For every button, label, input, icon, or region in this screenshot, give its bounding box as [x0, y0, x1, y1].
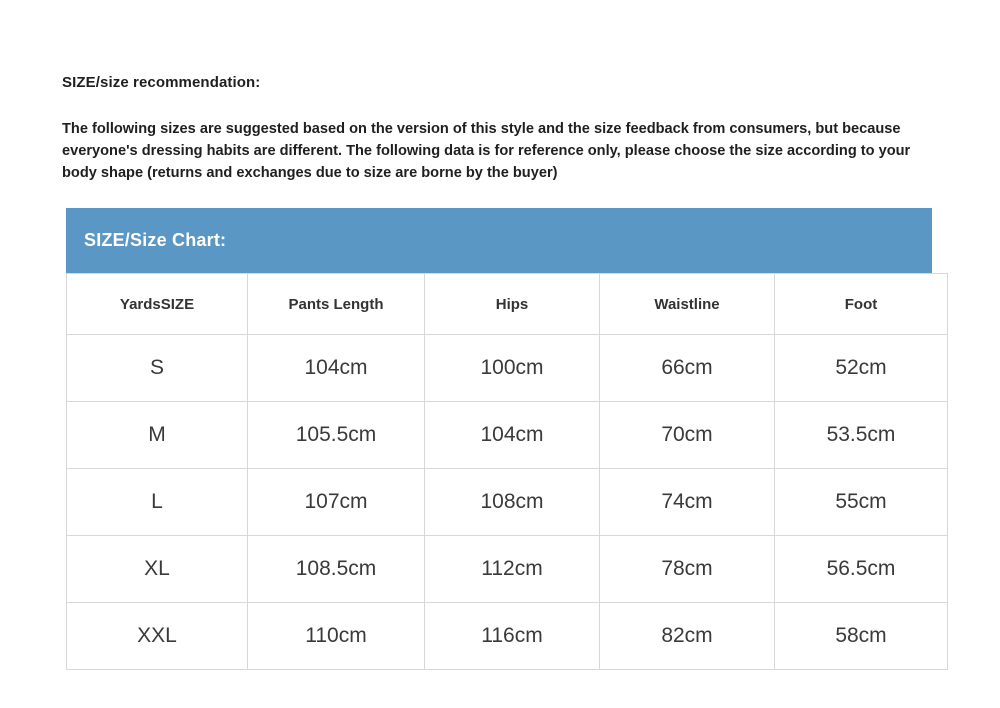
cell-size: XXL [67, 603, 248, 670]
cell-pants-length: 107cm [248, 469, 425, 536]
cell-waistline: 70cm [600, 402, 775, 469]
cell-pants-length: 110cm [248, 603, 425, 670]
cell-foot: 56.5cm [775, 536, 948, 603]
cell-size: S [67, 335, 248, 402]
cell-size: M [67, 402, 248, 469]
column-header-waistline: Waistline [600, 274, 775, 335]
cell-foot: 53.5cm [775, 402, 948, 469]
intro-paragraph: The following sizes are suggested based on the version of this style and the size feedback from consumers, but because everyone's dressing habits are different. The following data is for reference only, please choose the size according to your body shape (returns and exchanges due to size are borne by the buyer) [62, 121, 911, 181]
cell-waistline: 74cm [600, 469, 775, 536]
table-row [67, 335, 948, 402]
cell-pants-length: 105.5cm [248, 402, 425, 469]
cell-waistline: 66cm [600, 335, 775, 402]
cell-hips: 108cm [425, 469, 600, 536]
table-row [67, 402, 948, 469]
cell-hips: 116cm [425, 603, 600, 670]
cell-pants-length: 108.5cm [248, 536, 425, 603]
table-row [67, 536, 948, 603]
table-row [67, 603, 948, 670]
size-table [66, 273, 948, 670]
cell-size: L [67, 469, 248, 536]
cell-pants-length: 104cm [248, 335, 425, 402]
table-header-row [67, 274, 948, 335]
cell-waistline: 82cm [600, 603, 775, 670]
size-chart-header-label: SIZE/Size Chart: [84, 230, 227, 250]
cell-foot: 55cm [775, 469, 948, 536]
column-header-yards: YardsSIZE [67, 274, 248, 335]
cell-size: XL [67, 536, 248, 603]
cell-hips: 100cm [425, 335, 600, 402]
cell-foot: 58cm [775, 603, 948, 670]
column-header-hips: Hips [425, 274, 600, 335]
size-chart-header [66, 208, 932, 273]
column-header-foot: Foot [775, 274, 948, 335]
column-header-pants-length: Pants Length [248, 274, 425, 335]
cell-hips: 104cm [425, 402, 600, 469]
table-row [67, 469, 948, 536]
cell-waistline: 78cm [600, 536, 775, 603]
cell-foot: 52cm [775, 335, 948, 402]
cell-hips: 112cm [425, 536, 600, 603]
size-chart [66, 208, 932, 670]
intro-title: SIZE/size recommendation: [62, 74, 261, 91]
